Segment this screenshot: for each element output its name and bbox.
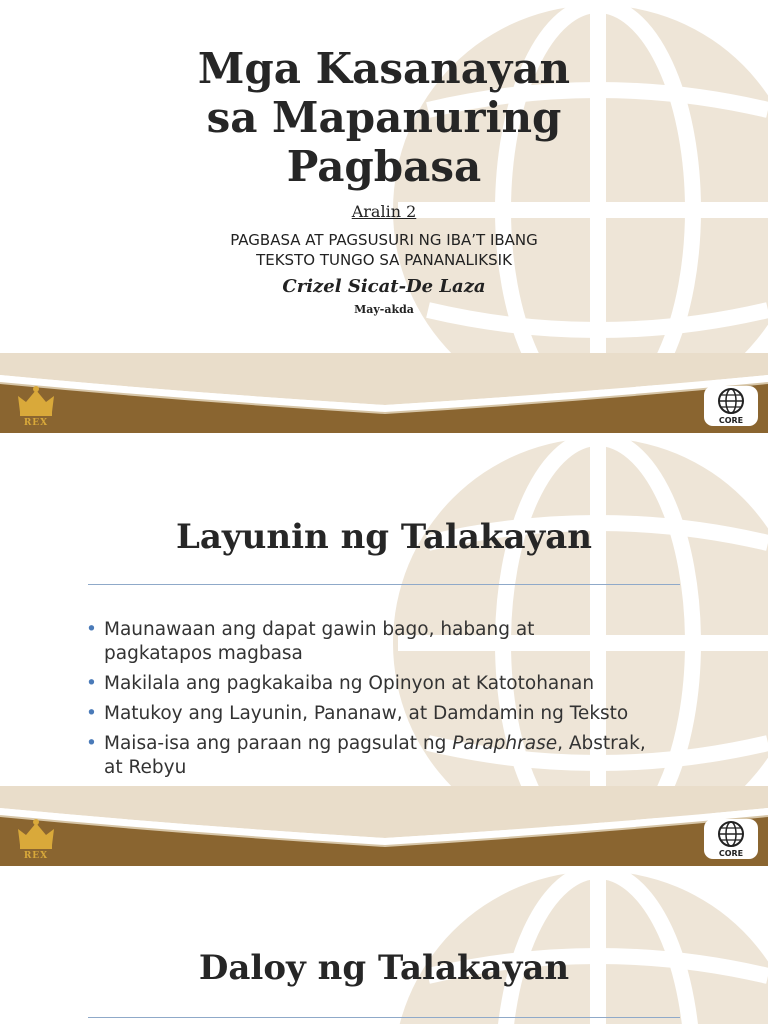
heading-divider <box>88 1017 680 1018</box>
core-logo-text: CORE <box>718 849 744 858</box>
list-item-text: Matukoy ang Layunin, Pananaw, at Damdamin ng Teksto <box>104 703 629 724</box>
rex-logo <box>10 384 62 432</box>
crown-icon <box>10 384 62 418</box>
footer-band <box>0 786 768 866</box>
title-line: sa Mapanuring <box>206 93 562 142</box>
subtitle <box>0 230 768 270</box>
globe-icon <box>704 819 758 849</box>
slide-heading: Layunin ng Talakayan <box>175 517 593 557</box>
list-item-text-italic: Paraphrase <box>452 733 558 754</box>
core-logo <box>704 386 758 426</box>
bullet-icon: • <box>86 733 97 754</box>
slide-objectives <box>0 433 768 866</box>
bullet-icon: • <box>86 703 97 724</box>
objectives-list <box>86 618 646 786</box>
list-item-text-suffix: , Abstrak, at Rebyu <box>104 733 646 778</box>
lesson-number: Aralin 2 <box>351 202 417 221</box>
author-role: May-akda <box>354 303 414 316</box>
list-item-text-prefix: Maisa-isa ang paraan ng pagsulat ng <box>104 733 453 754</box>
list-item <box>86 732 646 780</box>
subtitle-line: TEKSTO TUNGO SA PANANALIKSIK <box>256 251 512 269</box>
list-item-text: Makilala ang pagkakaiba ng Opinyon at Katotohanan <box>104 673 595 694</box>
bullet-icon: • <box>86 619 97 640</box>
list-item <box>86 618 646 666</box>
slide-heading: Daloy ng Talakayan <box>198 948 570 988</box>
title-line: Mga Kasanayan <box>197 44 571 93</box>
slide-title <box>0 0 768 433</box>
globe-icon <box>704 386 758 416</box>
bullet-icon: • <box>86 673 97 694</box>
rex-logo-text: REX <box>23 851 49 861</box>
crown-icon <box>10 817 62 851</box>
author-name: Crizel Sicat-De Laza <box>282 276 486 297</box>
slide-flow <box>0 866 768 1024</box>
list-item <box>86 672 646 696</box>
core-logo-text: CORE <box>718 416 744 425</box>
footer-band <box>0 353 768 433</box>
heading-divider <box>88 584 680 585</box>
rex-logo <box>10 817 62 865</box>
list-item-text: Maunawaan ang dapat gawin bago, habang at pagkatapos magbasa <box>104 619 535 664</box>
core-logo <box>704 819 758 859</box>
rex-logo-text: REX <box>23 418 49 428</box>
globe-watermark-icon <box>388 866 768 1024</box>
presentation-title <box>0 44 768 191</box>
title-line: Pagbasa <box>286 142 482 191</box>
list-item <box>86 702 646 726</box>
subtitle-line: PAGBASA AT PAGSUSURI NG IBA’T IBANG <box>230 231 538 249</box>
